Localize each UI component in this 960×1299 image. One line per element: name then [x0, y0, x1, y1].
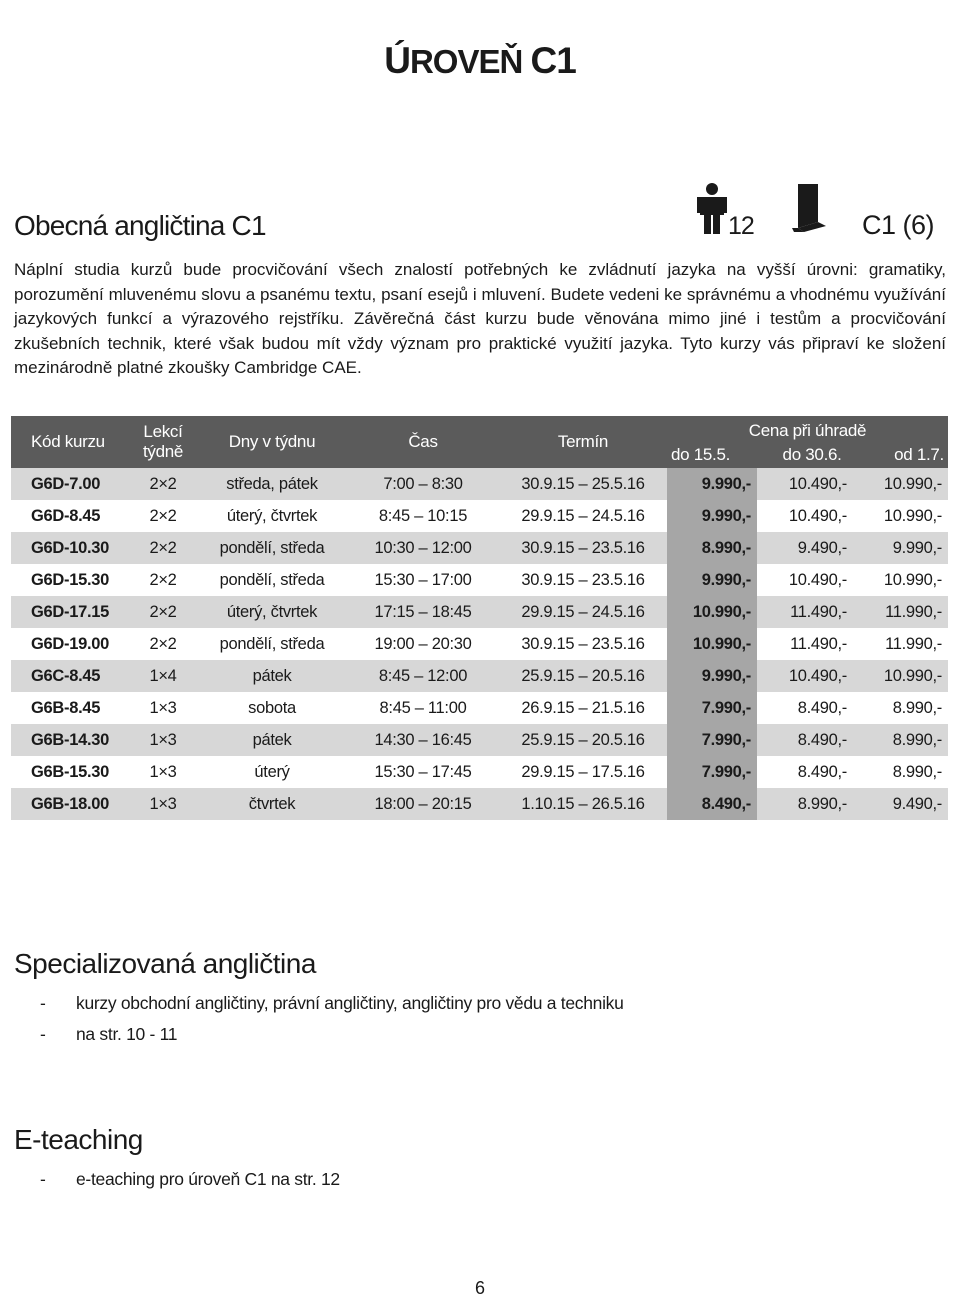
cell-price-2: 8.490,- — [797, 698, 847, 717]
cell-lessons: 1×3 — [149, 730, 177, 749]
cell-lessons: 2×2 — [149, 634, 177, 653]
course-title: Obecná angličtina C1 — [14, 210, 266, 241]
table-row — [11, 596, 948, 628]
table-row — [11, 500, 948, 532]
cell-term: 29.9.15 – 24.5.16 — [521, 602, 645, 621]
header-term: Termín — [557, 432, 609, 451]
cell-time: 7:00 – 8:30 — [383, 474, 463, 493]
title-word: ROVEŇ — [409, 43, 523, 80]
cell-days: úterý, čtvrtek — [226, 506, 318, 525]
cell-term: 29.9.15 – 17.5.16 — [521, 762, 645, 781]
page-title — [0, 40, 960, 82]
table-row — [11, 788, 948, 820]
list-item: - kurzy obchodní angličtiny, právní angličtiny, angličtiny pro vědu a techniku — [40, 988, 624, 1019]
cell-code: G6D-19.00 — [31, 634, 110, 653]
cell-time: 18:00 – 20:15 — [374, 794, 472, 813]
cell-time: 8:45 – 12:00 — [378, 666, 468, 685]
header-price-2: do 30.6. — [782, 445, 842, 464]
cell-price-1: 8.990,- — [667, 532, 757, 564]
cell-term: 29.9.15 – 24.5.16 — [521, 506, 645, 525]
title-level: C1 — [530, 40, 576, 81]
cell-time: 17:15 – 18:45 — [374, 602, 472, 621]
cell-days: pondělí, středa — [219, 538, 325, 557]
cell-term: 25.9.15 – 20.5.16 — [521, 666, 645, 685]
course-table — [11, 416, 948, 820]
cell-price-2: 11.490,- — [790, 602, 847, 621]
cell-time: 14:30 – 16:45 — [374, 730, 472, 749]
eteaching-title: E-teaching — [14, 1124, 143, 1155]
header-price — [667, 416, 948, 468]
cell-price-3: 11.990,- — [885, 634, 942, 653]
page-number: 6 — [474, 1278, 485, 1298]
title-initial: Ú — [384, 40, 410, 81]
cell-code: G6D-7.00 — [31, 474, 101, 493]
cell-days: čtvrtek — [248, 794, 296, 813]
cell-code: G6C-8.45 — [31, 666, 101, 685]
cell-time: 15:30 – 17:45 — [374, 762, 472, 781]
cell-price-2: 8.990,- — [797, 794, 847, 813]
course-description: Náplní studia kurzů bude procvičování všech znalostí potřebných ke zvládnutí jazyka na vyšší úrovni: gramatiky, porozumění mluvenému slovu a psanému textu, psaní esejů i mluvení. Budete vedeni ke správnému a vhodnému využívání jazykových funkcí a výrazového rejstříku. Závěrečná část kurzu bude věnována mimo jiné i testům a procvičování zkušebních technik, které však budou mít vždy význam pro praktické využití jazyka. Tyto kurzy vás připraví ke složení mezinárodně platné zkoušky Cambridge CAE. — [14, 260, 946, 377]
cell-time: 19:00 – 20:30 — [374, 634, 472, 653]
cell-price-3: 10.990,- — [883, 474, 942, 493]
cell-price-1: 10.990,- — [667, 596, 757, 628]
table-row — [11, 692, 948, 724]
cell-price-1: 9.990,- — [667, 468, 757, 500]
table-row — [11, 660, 948, 692]
cell-term: 1.10.15 – 26.5.16 — [521, 794, 645, 813]
cell-term: 25.9.15 – 20.5.16 — [521, 730, 645, 749]
list-item: - e-teaching pro úroveň C1 na str. 12 — [40, 1164, 340, 1195]
cell-price-2: 10.490,- — [788, 570, 847, 589]
cell-price-1: 8.490,- — [667, 788, 757, 820]
cell-term: 30.9.15 – 23.5.16 — [521, 538, 645, 557]
cell-price-1: 10.990,- — [667, 628, 757, 660]
cell-days: úterý, čtvrtek — [226, 602, 318, 621]
lessons-count: 12 — [728, 212, 754, 240]
cell-price-2: 10.490,- — [788, 506, 847, 525]
cell-days: pondělí, středa — [219, 570, 325, 589]
cell-time: 8:45 – 11:00 — [379, 698, 467, 717]
cell-price-3: 10.990,- — [883, 666, 942, 685]
cell-term: 26.9.15 – 21.5.16 — [521, 698, 645, 717]
header-price-1: do 15.5. — [671, 445, 731, 464]
cell-term: 30.9.15 – 23.5.16 — [521, 634, 645, 653]
cell-code: G6B-18.00 — [31, 794, 110, 813]
cell-lessons: 2×2 — [149, 570, 177, 589]
cell-price-2: 8.490,- — [797, 762, 847, 781]
cell-price-3: 10.990,- — [883, 570, 942, 589]
cell-price-3: 9.490,- — [892, 794, 942, 813]
table-row — [11, 628, 948, 660]
header-time: Čas — [408, 432, 438, 451]
specialized-list — [40, 988, 624, 1050]
cell-lessons: 2×2 — [149, 474, 177, 493]
cell-days: sobota — [248, 698, 296, 717]
cell-time: 15:30 – 17:00 — [374, 570, 472, 589]
table-row — [11, 724, 948, 756]
cell-price-1: 7.990,- — [667, 692, 757, 724]
cell-days: pátek — [252, 666, 292, 685]
cell-price-3: 10.990,- — [883, 506, 942, 525]
cell-price-3: 8.990,- — [892, 698, 942, 717]
course-level: C1 (6) — [861, 210, 934, 240]
cell-days: úterý — [254, 762, 290, 781]
cell-code: G6D-10.30 — [31, 538, 110, 557]
header-days: Dny v týdnu — [228, 432, 316, 451]
cell-lessons: 1×3 — [149, 698, 177, 717]
table-row — [11, 532, 948, 564]
table-row — [11, 756, 948, 788]
cell-term: 30.9.15 – 23.5.16 — [521, 570, 645, 589]
cell-price-1: 7.990,- — [667, 756, 757, 788]
cell-lessons: 2×2 — [149, 602, 177, 621]
header-code: Kód kurzu — [31, 432, 105, 451]
cell-days: pátek — [252, 730, 292, 749]
cell-price-2: 11.490,- — [790, 634, 847, 653]
header-lessons: Lekcí týdně — [142, 422, 184, 461]
header-price-3: od 1.7. — [894, 445, 944, 464]
list-item: - na str. 10 - 11 — [40, 1019, 624, 1050]
cell-time: 10:30 – 12:00 — [374, 538, 472, 557]
person-icon — [697, 182, 727, 239]
cell-code: G6D-8.45 — [31, 506, 101, 525]
cell-code: G6D-17.15 — [31, 602, 110, 621]
table-row — [11, 564, 948, 596]
specialized-title: Specializovaná angličtina — [14, 948, 316, 979]
cell-lessons: 1×4 — [149, 666, 177, 685]
cell-price-1: 9.990,- — [667, 564, 757, 596]
cell-price-3: 9.990,- — [892, 538, 942, 557]
cell-price-3: 11.990,- — [885, 602, 942, 621]
cell-days: středa, pátek — [226, 474, 318, 493]
cell-price-3: 8.990,- — [892, 730, 942, 749]
cell-price-1: 9.990,- — [667, 500, 757, 532]
cell-lessons: 2×2 — [149, 538, 177, 557]
cell-lessons: 1×3 — [149, 762, 177, 781]
cell-price-2: 8.490,- — [797, 730, 847, 749]
cell-price-3: 8.990,- — [892, 762, 942, 781]
eteaching-list — [40, 1164, 340, 1195]
cell-lessons: 1×3 — [149, 794, 177, 813]
cell-code: G6B-15.30 — [31, 762, 110, 781]
cell-price-2: 10.490,- — [788, 474, 847, 493]
cell-code: G6D-15.30 — [31, 570, 110, 589]
cell-price-1: 9.990,- — [667, 660, 757, 692]
cell-code: G6B-8.45 — [31, 698, 101, 717]
cell-lessons: 2×2 — [149, 506, 177, 525]
cell-term: 30.9.15 – 25.5.16 — [521, 474, 645, 493]
book-icon — [788, 182, 828, 239]
cell-price-2: 10.490,- — [788, 666, 847, 685]
cell-price-1: 7.990,- — [667, 724, 757, 756]
cell-time: 8:45 – 10:15 — [378, 506, 468, 525]
cell-code: G6B-14.30 — [31, 730, 110, 749]
cell-price-2: 9.490,- — [797, 538, 847, 557]
table-header-row — [11, 416, 948, 468]
table-row — [11, 468, 948, 500]
header-price-label: Cena při úhradě — [748, 421, 867, 440]
cell-days: pondělí, středa — [219, 634, 325, 653]
course-section-header — [14, 206, 934, 246]
